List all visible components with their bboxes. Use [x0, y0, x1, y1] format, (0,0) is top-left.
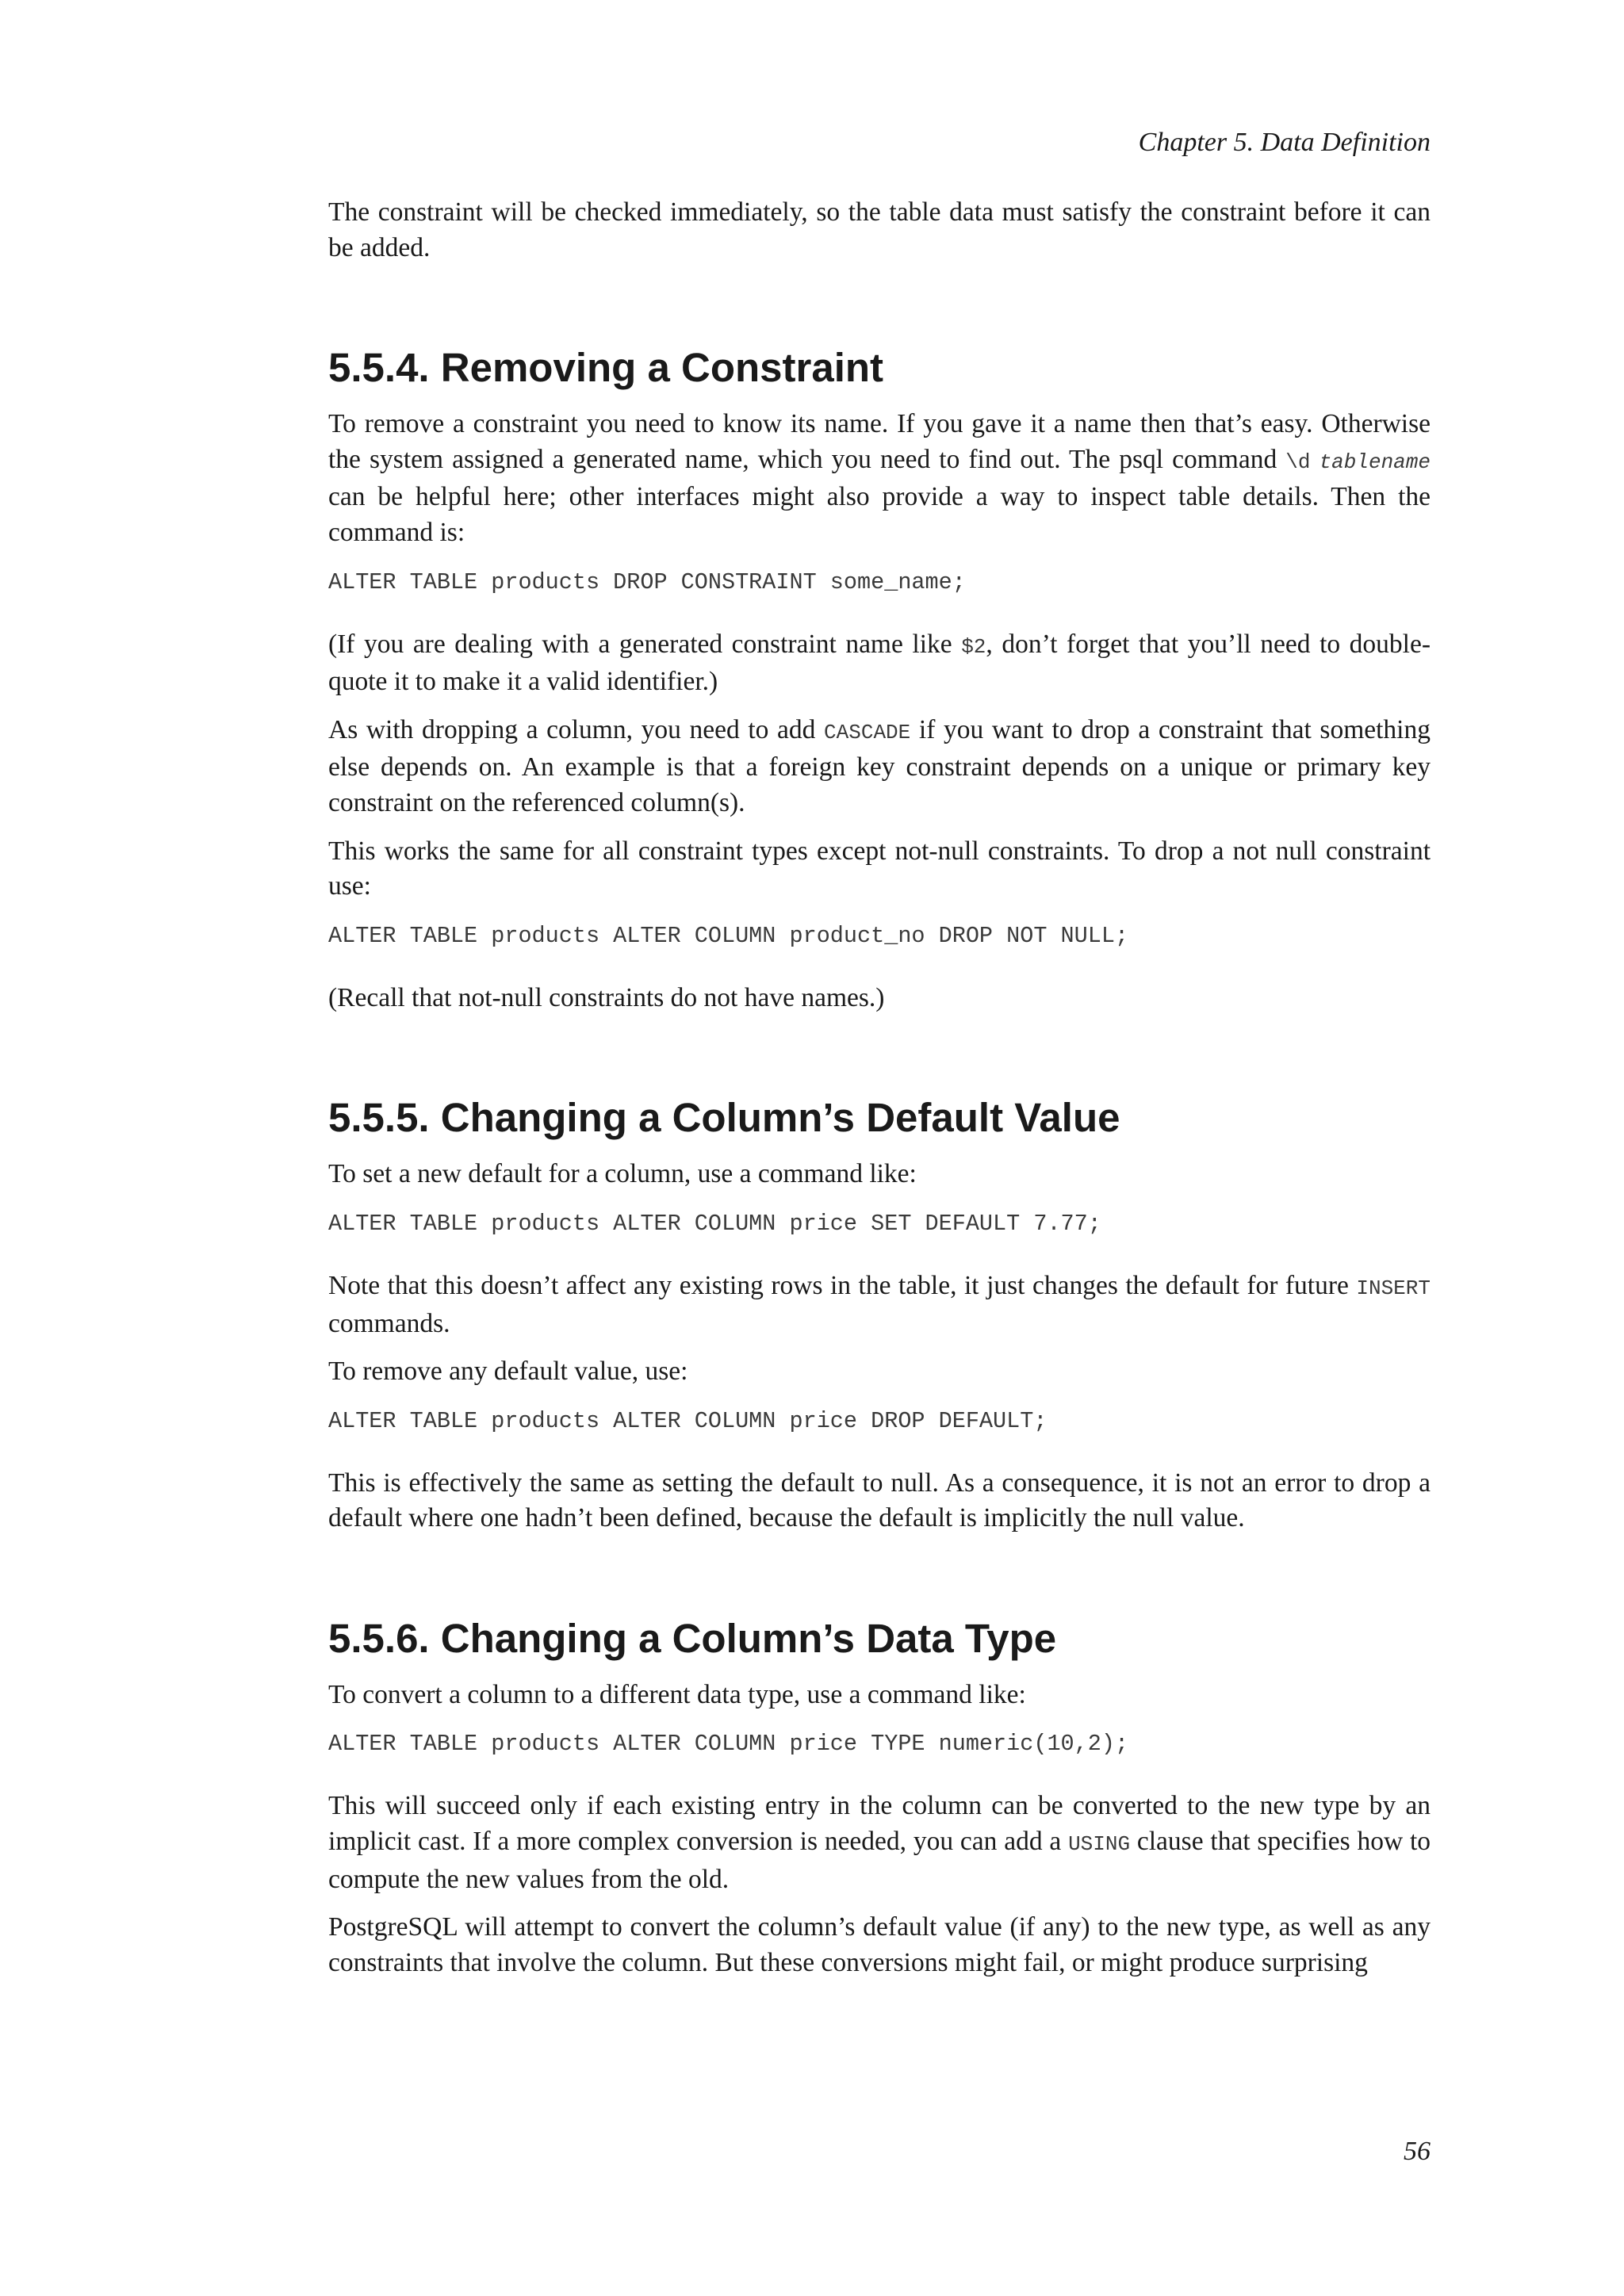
section-heading-removing-constraint: 5.5.4. Removing a Constraint — [328, 345, 884, 391]
inline-code: $2 — [961, 634, 986, 659]
text-run: clause that specifies how to compute the new values from the old. — [328, 1827, 1431, 1894]
text-run: To remove a constraint you need to know its name. If you gave it a name then that’s easy. Otherwise the system assigned a generated name, which you need to find out. The psql command — [328, 409, 1431, 474]
section-heading-changing-data-type: 5.5.6. Changing a Column’s Data Type — [328, 1615, 1057, 1661]
text-run: if you want to drop a constraint that something else depends on. An example is that a foreign key constraint depends on a unique or primary key constraint on the referenced column(s). — [328, 714, 1431, 817]
section-heading-changing-default: 5.5.5. Changing a Column’s Default Value — [328, 1095, 1120, 1141]
paragraph — [328, 627, 1431, 700]
paragraph: This is effectively the same as setting the default to null. As a consequence, it is not an error to drop a default where one hadn’t been defined, because the default is implicitly the null value. — [328, 1468, 1431, 1533]
inline-code: INSERT — [1356, 1276, 1431, 1300]
page-content — [328, 195, 1431, 1993]
text-run: commands. — [328, 1308, 450, 1338]
text-run: , don’t forget that you’ll need to double-quote it to make it a valid identifier.) — [328, 629, 1431, 697]
paragraph — [328, 1789, 1431, 1897]
document-page — [328, 0, 1431, 2296]
text-run: As with dropping a column, you need to add — [328, 714, 825, 744]
paragraph: (Recall that not-null constraints do not have names.) — [328, 982, 885, 1012]
code-block: ALTER TABLE products DROP CONSTRAINT some_name; — [328, 568, 966, 595]
intro-paragraph: The constraint will be checked immediately, so the table data must satisfy the constraint before it can be added. — [328, 197, 1431, 262]
page-number: 56 — [1404, 2137, 1431, 2166]
running-header: Chapter 5. Data Definition — [1138, 128, 1431, 157]
inline-code-italic: tablename — [1319, 450, 1431, 474]
paragraph — [328, 407, 1431, 550]
paragraph: To set a new default for a column, use a command like: — [328, 1159, 917, 1189]
inline-code: USING — [1068, 1832, 1131, 1857]
paragraph: To remove any default value, use: — [328, 1357, 688, 1387]
paragraph: PostgreSQL will attempt to convert the column’s default value (if any) to the new type, as well as any constraints that involve the column. But these conversions might fail, or might produce surprising — [328, 1912, 1431, 1977]
section-spacer — [328, 1028, 1431, 1095]
section-spacer — [328, 1549, 1431, 1616]
text-run: This will succeed only if each existing entry in the column can be converted to the new type by an implicit cast. If a more complex conversion is needed, you can add a — [328, 1791, 1431, 1857]
inline-code: \d — [1285, 450, 1311, 474]
code-block: ALTER TABLE products ALTER COLUMN product_no DROP NOT NULL; — [328, 922, 1129, 949]
code-block: ALTER TABLE products ALTER COLUMN price DROP DEFAULT; — [328, 1407, 1048, 1434]
inline-code: CASCADE — [824, 720, 911, 744]
paragraph: This works the same for all constraint types except not-null constraints. To drop a not null constraint use: — [328, 836, 1431, 901]
text-run: can be helpful here; other interfaces might also provide a way to inspect table details. Then the command is: — [328, 482, 1431, 547]
code-block: ALTER TABLE products ALTER COLUMN price SET DEFAULT 7.77; — [328, 1210, 1101, 1237]
code-block: ALTER TABLE products ALTER COLUMN price TYPE numeric(10,2); — [328, 1731, 1129, 1758]
paragraph — [328, 1269, 1431, 1341]
paragraph: To convert a column to a different data type, use a command like: — [328, 1679, 1026, 1709]
section-spacer — [328, 278, 1431, 345]
text-run: Note that this doesn’t affect any existing rows in the table, it just changes the default for future — [328, 1270, 1357, 1300]
text-run: (If you are dealing with a generated constraint name like — [328, 629, 962, 659]
paragraph — [328, 713, 1431, 821]
